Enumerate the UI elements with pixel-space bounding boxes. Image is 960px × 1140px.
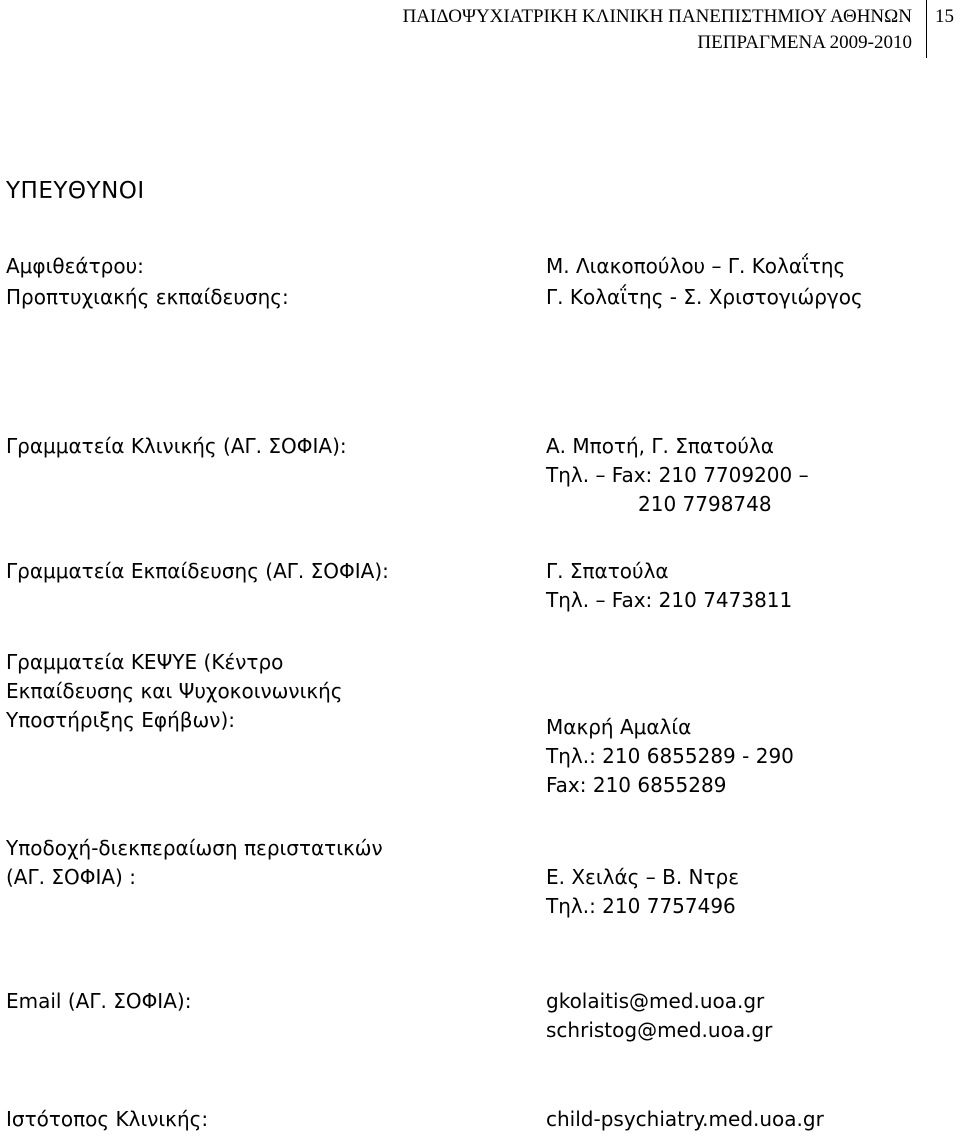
header-title bbox=[403, 4, 912, 56]
undergrad-value: Γ. Κολαΐτης - Σ. Χριστογιώργος bbox=[546, 285, 863, 309]
website-url[interactable]: child-psychiatry.med.uoa.gr bbox=[546, 1107, 824, 1131]
kepsye-label-line-1: Γραμματεία ΚΕΨΥΕ (Κέντρο bbox=[6, 650, 284, 674]
website-label: Ιστότοπος Κλινικής: bbox=[6, 1107, 209, 1131]
amphitheatre-label: Αμφιθεάτρου: bbox=[6, 254, 144, 278]
page-header bbox=[0, 0, 960, 60]
education-secretariat-names: Γ. Σπατούλα bbox=[546, 559, 669, 583]
reception-label-line-1: Υποδοχή-διεκπεραίωση περιστατικών bbox=[6, 836, 383, 860]
clinic-secretariat-block bbox=[546, 432, 809, 519]
reception-names: Ε. Χειλάς – Β. Ντρε bbox=[546, 865, 740, 889]
kepsye-secretariat-label bbox=[6, 648, 343, 735]
amphitheatre-value: Μ. Λιακοπούλου – Γ. Κολαΐτης bbox=[546, 254, 846, 278]
kepsye-label-line-3: Υποστήριξης Εφήβων): bbox=[6, 708, 236, 732]
undergrad-label: Προπτυχιακής εκπαίδευσης: bbox=[6, 285, 289, 309]
section-heading: ΥΠΕΥΘΥΝΟΙ bbox=[6, 178, 145, 204]
clinic-secretariat-phone: Τηλ. – Fax: 210 7709200 – bbox=[546, 463, 809, 487]
email-address-2[interactable]: schristog@med.uoa.gr bbox=[546, 1018, 773, 1042]
header-line-1: ΠΑΙΔΟΨΥΧΙΑΤΡΙΚΗ ΚΛΙΝΙΚΗ ΠΑΝΕΠΙΣΤΗΜΙΟΥ ΑΘΗΝΩΝ bbox=[402, 6, 912, 27]
education-secretariat-phone: Τηλ. – Fax: 210 7473811 bbox=[546, 588, 793, 612]
email-label: Email (ΑΓ. ΣΟΦΙΑ): bbox=[6, 989, 192, 1013]
education-secretariat-block bbox=[546, 557, 792, 615]
clinic-secretariat-label: Γραμματεία Κλινικής (ΑΓ. ΣΟΦΙΑ): bbox=[6, 434, 347, 458]
reception-phone: Τηλ.: 210 7757496 bbox=[546, 894, 736, 918]
kepsye-fax: Fax: 210 6855289 bbox=[546, 773, 727, 797]
kepsye-names: Μακρή Αμαλία bbox=[546, 715, 692, 739]
email-address-1[interactable]: gkolaitis@med.uoa.gr bbox=[546, 989, 765, 1013]
page-number: 15 bbox=[935, 6, 954, 27]
reception-label-line-2: (ΑΓ. ΣΟΦΙΑ) : bbox=[6, 865, 136, 889]
header-divider bbox=[926, 0, 927, 58]
clinic-secretariat-phone-2: 210 7798748 bbox=[638, 492, 772, 516]
reception-block bbox=[546, 863, 739, 921]
kepsye-phone: Τηλ.: 210 6855289 - 290 bbox=[546, 744, 794, 768]
education-secretariat-label: Γραμματεία Εκπαίδευσης (ΑΓ. ΣΟΦΙΑ): bbox=[6, 559, 389, 583]
kepsye-secretariat-block bbox=[546, 713, 794, 800]
header-line-2: ΠΕΠΡΑΓΜΕΝΑ 2009-2010 bbox=[697, 32, 912, 53]
email-block bbox=[546, 987, 772, 1045]
kepsye-label-line-2: Εκπαίδευσης και Ψυχοκοινωνικής bbox=[6, 679, 343, 703]
clinic-secretariat-names: Α. Μποτή, Γ. Σπατούλα bbox=[546, 434, 774, 458]
reception-label bbox=[6, 834, 383, 892]
